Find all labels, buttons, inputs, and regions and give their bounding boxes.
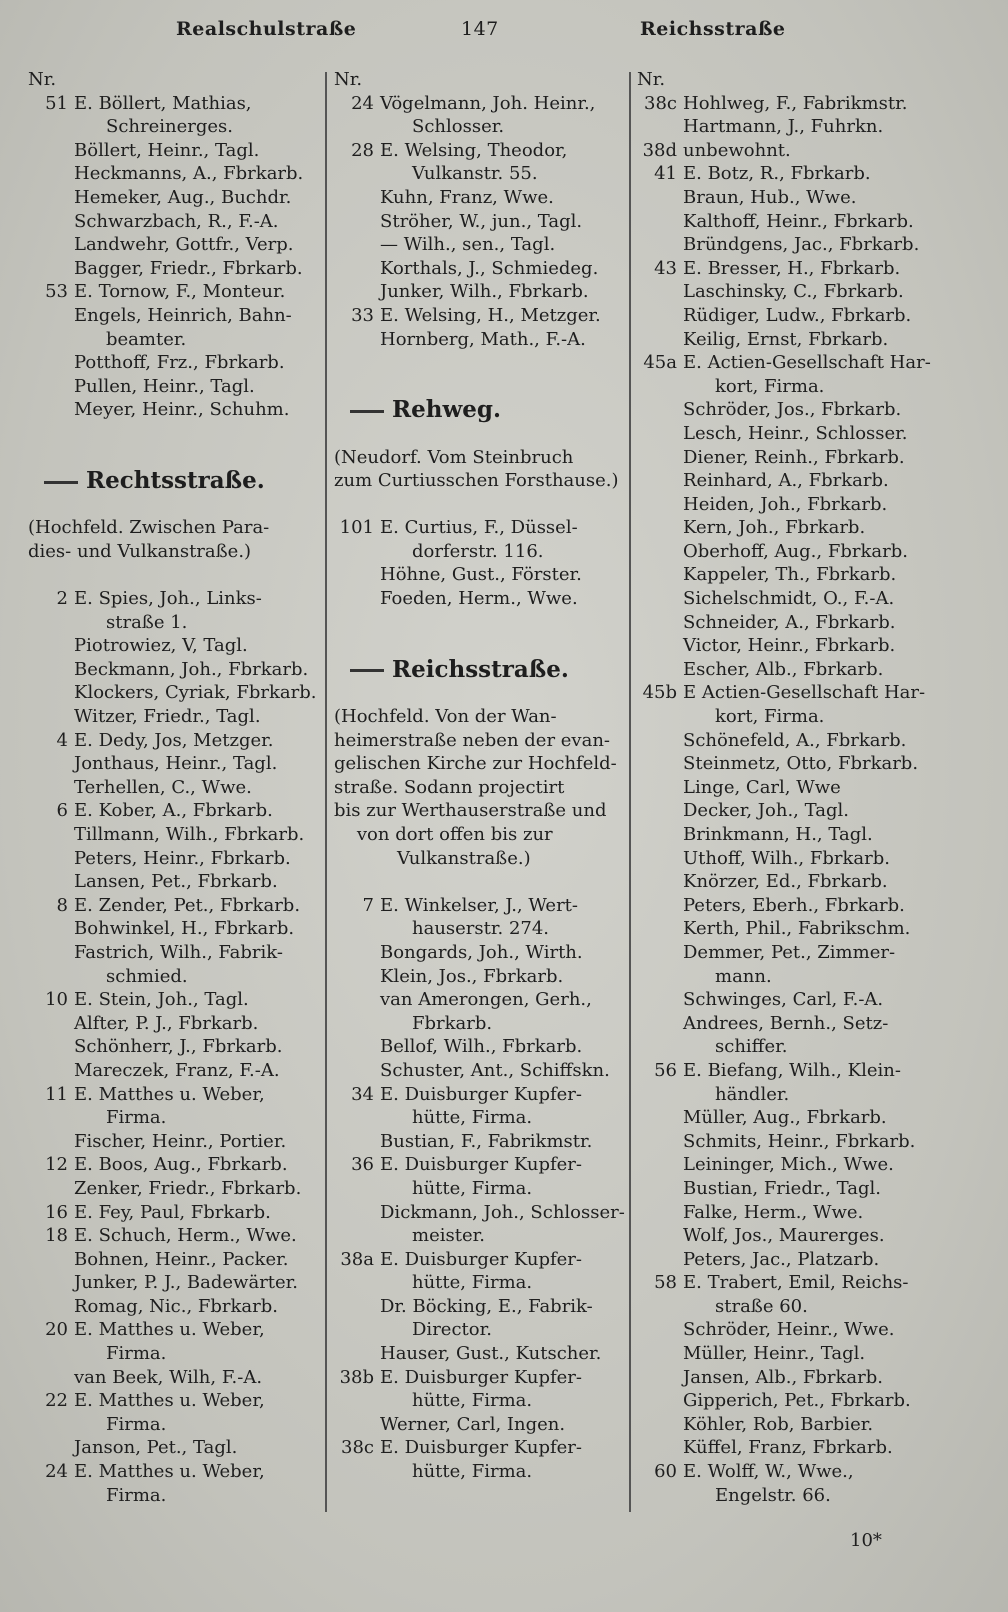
resident-text: E. Böllert, Mathias, — [74, 92, 252, 114]
column-1 — [28, 68, 320, 1507]
resident-line: Brinkmann, H., Tagl. — [683, 824, 873, 845]
resident-line: Demmer, Pet., Zimmer- — [683, 941, 896, 963]
house-number: 53 — [45, 281, 68, 303]
continuation-line: meister. — [412, 1225, 485, 1247]
resident-line: Peters, Eberh., Fbrkarb. — [683, 894, 905, 916]
resident-line: Janson, Pet., Tagl. — [74, 1437, 238, 1459]
continuation-line: mann. — [715, 965, 772, 987]
house-entry — [28, 92, 320, 116]
resident-line: Dr. Böcking, E., Fabrik- — [380, 1295, 593, 1317]
continuation-line: schmied. — [106, 965, 188, 987]
resident-line: Kern, Joh., Fbrkarb. — [683, 517, 866, 539]
column-label: Nr. — [637, 69, 666, 90]
house-entry — [28, 1153, 320, 1177]
resident-text: E. Zender, Pet., Fbrkarb. — [74, 894, 301, 916]
column-2 — [334, 68, 624, 1484]
house-number: 8 — [56, 894, 68, 916]
street-description: Vulkanstraße.) — [334, 847, 531, 869]
resident-line: Klein, Jos., Fbrkarb. — [380, 965, 564, 987]
continuation-line: Fbrkarb. — [412, 1012, 493, 1034]
resident-line: Fastrich, Wilh., Fabrik- — [74, 941, 283, 963]
house-entry — [637, 1460, 933, 1484]
house-entry — [334, 92, 624, 116]
resident-line: Hemeker, Aug., Buchdr. — [74, 186, 292, 208]
continuation-line: Engelstr. 66. — [715, 1484, 831, 1506]
resident-text: E. Wolff, W., Wwe., — [683, 1461, 854, 1483]
house-entry — [28, 280, 320, 304]
continuation-line: Firma. — [106, 1107, 167, 1129]
house-entry — [334, 1248, 624, 1272]
resident-line: Junker, Wilh., Fbrkarb. — [380, 281, 589, 303]
resident-text: E. Botz, R., Fbrkarb. — [683, 163, 871, 185]
resident-line: Keilig, Ernst, Fbrkarb. — [683, 328, 889, 350]
resident-line: Schuster, Ant., Schiffskn. — [380, 1059, 610, 1081]
street-description: dies- und Vulkanstraße.) — [28, 540, 252, 562]
resident-line: Terhellen, C., Wwe. — [74, 776, 252, 798]
house-number: 56 — [654, 1059, 677, 1081]
resident-line: Andrees, Bernh., Setz- — [683, 1012, 889, 1034]
house-entry — [637, 1059, 933, 1083]
spacer — [28, 493, 320, 517]
resident-text: E. Spies, Joh., Links- — [74, 588, 262, 610]
continuation-line: hütte, Firma. — [412, 1461, 533, 1483]
resident-line: Schröder, Heinr., Wwe. — [683, 1319, 895, 1341]
resident-line: Lansen, Pet., Fbrkarb. — [74, 871, 278, 893]
house-entry — [334, 516, 624, 540]
resident-line: Bongards, Joh., Wirth. — [380, 941, 583, 963]
house-number: 60 — [654, 1461, 677, 1483]
resident-text: E. Matthes u. Weber, — [74, 1461, 265, 1483]
house-entry — [28, 1201, 320, 1225]
street-heading: Reichsstraße. — [334, 658, 624, 682]
resident-text: E. Duisburger Kupfer- — [380, 1154, 582, 1176]
house-entry — [28, 1083, 320, 1107]
house-entry — [637, 139, 933, 163]
resident-line: Pullen, Heinr., Tagl. — [74, 375, 255, 397]
house-entry — [28, 1224, 320, 1248]
house-number: 24 — [45, 1461, 68, 1483]
street-description: straße. Sodann projectirt — [334, 776, 565, 798]
continuation-line: Schreinerges. — [106, 116, 234, 138]
resident-line: van Amerongen, Gerh., — [380, 989, 592, 1011]
spacer — [334, 611, 624, 658]
street-heading: Rechtsstraße. — [28, 469, 320, 493]
resident-text: E Actien-Gesellschaft Har- — [683, 682, 926, 704]
house-number: 20 — [45, 1319, 68, 1341]
resident-line: Landwehr, Gottfr., Verp. — [74, 234, 294, 256]
resident-line: Kerth, Phil., Fabrikschm. — [683, 918, 911, 940]
resident-text: unbewohnt. — [683, 139, 791, 161]
resident-line: Jonthaus, Heinr., Tagl. — [74, 753, 278, 775]
resident-line: Schönefeld, A., Fbrkarb. — [683, 729, 907, 751]
resident-line: Müller, Aug., Fbrkarb. — [683, 1107, 887, 1129]
resident-line: Kalthoff, Heinr., Fbrkarb. — [683, 210, 914, 232]
house-number: 41 — [654, 163, 677, 185]
house-number: 38a — [340, 1248, 374, 1270]
house-number: 38c — [341, 1437, 374, 1459]
resident-line: Jansen, Alb., Fbrkarb. — [683, 1366, 884, 1388]
resident-text: Hohlweg, F., Fabrikmstr. — [683, 92, 908, 114]
house-number: 11 — [45, 1083, 68, 1105]
house-entry — [334, 1436, 624, 1460]
resident-line: Zenker, Friedr., Fbrkarb. — [74, 1177, 302, 1199]
resident-text: E. Trabert, Emil, Reichs- — [683, 1272, 909, 1294]
street-description: gelischen Kirche zur Hochfeld- — [334, 753, 617, 775]
resident-line: Tillmann, Wilh., Fbrkarb. — [74, 824, 305, 845]
resident-line: Sichelschmidt, O., F.-A. — [683, 588, 895, 610]
spacer — [334, 351, 624, 398]
street-heading: Rehweg. — [334, 398, 624, 422]
column-rule — [325, 72, 327, 1512]
resident-line: Romag, Nic., Fbrkarb. — [74, 1295, 279, 1317]
house-number: 45a — [643, 352, 677, 374]
continuation-line: Schlosser. — [412, 116, 505, 138]
resident-line: Korthals, J., Schmiedeg. — [380, 257, 599, 279]
house-number: 28 — [351, 139, 374, 161]
resident-line: Klockers, Cyriak, Fbrkarb. — [74, 682, 317, 704]
house-entry — [334, 1366, 624, 1390]
resident-line: Reinhard, A., Fbrkarb. — [683, 470, 889, 492]
house-number: 7 — [362, 894, 374, 916]
resident-line: Victor, Heinr., Fbrkarb. — [683, 635, 896, 657]
resident-line: Meyer, Heinr., Schuhm. — [74, 399, 290, 421]
continuation-line: Director. — [412, 1319, 492, 1341]
house-number: 10 — [45, 989, 68, 1011]
resident-text: E. Tornow, F., Monteur. — [74, 281, 286, 303]
resident-line: Junker, P. J., Badewärter. — [74, 1272, 299, 1294]
house-number: 36 — [351, 1154, 374, 1176]
resident-line: Wolf, Jos., Maurerges. — [683, 1225, 885, 1247]
resident-line: Engels, Heinrich, Bahn- — [74, 304, 292, 326]
resident-text: E. Actien-Gesellschaft Har- — [683, 352, 931, 374]
house-number: 4 — [56, 729, 68, 751]
house-entry — [637, 162, 933, 186]
house-number: 38b — [339, 1366, 374, 1388]
resident-line: Peters, Heinr., Fbrkarb. — [74, 847, 291, 869]
resident-text: E. Dedy, Jos, Metzger. — [74, 729, 274, 751]
house-entry — [28, 894, 320, 918]
resident-line: Hornberg, Math., F.-A. — [380, 328, 586, 350]
continuation-line: straße 60. — [715, 1295, 808, 1317]
resident-line: Lesch, Heinr., Schlosser. — [683, 422, 908, 444]
resident-line: Laschinsky, C., Fbrkarb. — [683, 281, 904, 303]
resident-line: Gipperich, Pet., Fbrkarb. — [683, 1390, 911, 1412]
resident-text: E. Matthes u. Weber, — [74, 1319, 265, 1341]
resident-text: E. Schuch, Herm., Wwe. — [74, 1225, 297, 1247]
house-number: 58 — [654, 1272, 677, 1294]
column-label: Nr. — [334, 69, 363, 90]
continuation-line: hauserstr. 274. — [412, 918, 550, 940]
resident-line: Schwarzbach, R., F.-A. — [74, 210, 279, 232]
house-number: 2 — [56, 588, 68, 610]
house-number: 24 — [351, 92, 374, 114]
resident-text: E. Fey, Paul, Fbrkarb. — [74, 1201, 271, 1223]
house-entry — [637, 1271, 933, 1295]
resident-line: Bohwinkel, H., Fbrkarb. — [74, 918, 295, 940]
resident-line: Steinmetz, Otto, Fbrkarb. — [683, 753, 919, 775]
resident-line: Schmits, Heinr., Fbrkarb. — [683, 1130, 916, 1152]
resident-text: E. Welsing, Theodor, — [380, 139, 568, 161]
resident-line: Bellof, Wilh., Fbrkarb. — [380, 1036, 583, 1058]
resident-line: Linge, Carl, Wwe — [683, 776, 841, 798]
continuation-line: straße 1. — [106, 611, 188, 633]
continuation-line: Firma. — [106, 1484, 167, 1506]
resident-line: Alfter, P. J., Fbrkarb. — [74, 1012, 259, 1034]
continuation-line: kort, Firma. — [715, 706, 825, 728]
resident-line: Mareczek, Franz, F.-A. — [74, 1059, 280, 1081]
house-number: 18 — [45, 1225, 68, 1247]
continuation-line: schiffer. — [715, 1036, 788, 1058]
resident-line: Höhne, Gust., Förster. — [380, 564, 582, 586]
resident-text: E. Bresser, H., Fbrkarb. — [683, 257, 901, 279]
spacer — [28, 563, 320, 587]
resident-text: E. Biefang, Wilh., Klein- — [683, 1059, 901, 1081]
house-number: 22 — [45, 1390, 68, 1412]
spacer — [334, 870, 624, 894]
continuation-line: kort, Firma. — [715, 375, 825, 397]
house-entry — [28, 799, 320, 823]
resident-line: Schwinges, Carl, F.-A. — [683, 989, 884, 1011]
resident-line: Diener, Reinh., Fbrkarb. — [683, 446, 905, 468]
house-entry — [28, 587, 320, 611]
column-rule — [629, 72, 631, 1512]
street-description: von dort offen bis zur — [334, 824, 553, 845]
page-number: 147 — [461, 18, 499, 40]
resident-line: Braun, Hub., Wwe. — [683, 186, 857, 208]
continuation-line: Vulkanstr. 55. — [412, 163, 538, 185]
resident-line: Piotrowiez, V, Tagl. — [74, 635, 248, 657]
house-entry — [28, 1460, 320, 1484]
house-entry — [28, 729, 320, 753]
resident-line: Schröder, Jos., Fbrkarb. — [683, 399, 902, 421]
resident-line: Bustian, Friedr., Tagl. — [683, 1177, 881, 1199]
street-description: bis zur Werthauserstraße und — [334, 800, 607, 822]
resident-line: Oberhoff, Aug., Fbrkarb. — [683, 540, 908, 562]
resident-line: — Wilh., sen., Tagl. — [380, 234, 556, 256]
resident-text: E. Duisburger Kupfer- — [380, 1437, 582, 1459]
resident-line: Foeden, Herm., Wwe. — [380, 588, 578, 610]
resident-line: Rüdiger, Ludw., Fbrkarb. — [683, 304, 912, 326]
resident-line: Schneider, A., Fbrkarb. — [683, 611, 896, 633]
spacer — [334, 422, 624, 446]
house-entry — [334, 1153, 624, 1177]
resident-line: Küffel, Franz, Fbrkarb. — [683, 1437, 893, 1459]
house-number: 34 — [351, 1083, 374, 1105]
resident-line: Bründgens, Jac., Fbrkarb. — [683, 234, 920, 256]
resident-text: E. Duisburger Kupfer- — [380, 1083, 582, 1105]
resident-line: van Beek, Wilh, F.-A. — [74, 1366, 263, 1388]
resident-line: Dickmann, Joh., Schlosser- — [380, 1201, 625, 1223]
resident-line: Fischer, Heinr., Portier. — [74, 1130, 287, 1152]
house-entry — [28, 1389, 320, 1413]
house-entry — [334, 1083, 624, 1107]
resident-text: E. Duisburger Kupfer- — [380, 1248, 582, 1270]
resident-line: Peters, Jac., Platzarb. — [683, 1248, 880, 1270]
resident-text: E. Matthes u. Weber, — [74, 1390, 265, 1412]
continuation-line: hütte, Firma. — [412, 1177, 533, 1199]
resident-line: Leininger, Mich., Wwe. — [683, 1154, 894, 1176]
resident-line: Heiden, Joh., Fbrkarb. — [683, 493, 888, 515]
running-head-left: Realschulstraße — [176, 18, 357, 40]
resident-line: Kuhn, Franz, Wwe. — [380, 186, 554, 208]
house-entry — [637, 351, 933, 375]
street-description: heimerstraße neben der evan- — [334, 729, 610, 751]
resident-line: Escher, Alb., Fbrkarb. — [683, 658, 884, 680]
resident-line: Kappeler, Th., Fbrkarb. — [683, 564, 897, 586]
resident-line: Falke, Herm., Wwe. — [683, 1201, 864, 1223]
resident-text: E. Matthes u. Weber, — [74, 1083, 265, 1105]
resident-line: Bustian, F., Fabrikmstr. — [380, 1130, 593, 1152]
resident-line: Bagger, Friedr., Fbrkarb. — [74, 257, 303, 279]
spacer — [28, 422, 320, 469]
house-number: 45b — [642, 682, 677, 704]
resident-text: E. Boos, Aug., Fbrkarb. — [74, 1154, 288, 1176]
resident-text: E. Kober, A., Fbrkarb. — [74, 800, 273, 822]
resident-line: Uthoff, Wilh., Fbrkarb. — [683, 847, 890, 869]
resident-text: Vögelmann, Joh. Heinr., — [380, 92, 596, 114]
column-3 — [637, 68, 933, 1507]
resident-line: Potthoff, Frz., Fbrkarb. — [74, 352, 285, 374]
resident-line: Knörzer, Ed., Fbrkarb. — [683, 871, 888, 893]
resident-line: Böllert, Heinr., Tagl. — [74, 139, 260, 161]
resident-line: Werner, Carl, Ingen. — [380, 1413, 566, 1435]
spacer — [334, 681, 624, 705]
continuation-line: Firma. — [106, 1343, 167, 1365]
street-description: (Hochfeld. Von der Wan- — [334, 706, 557, 728]
house-entry — [28, 1318, 320, 1342]
house-number: 16 — [45, 1201, 68, 1223]
house-entry — [334, 139, 624, 163]
continuation-line: beamter. — [106, 328, 187, 350]
house-number: 6 — [56, 800, 68, 822]
resident-text: E. Curtius, F., Düssel- — [380, 517, 578, 539]
resident-line: Bohnen, Heinr., Packer. — [74, 1248, 289, 1270]
house-number: 43 — [654, 257, 677, 279]
street-description: (Hochfeld. Zwischen Para- — [28, 517, 270, 539]
house-entry — [334, 304, 624, 328]
house-entry — [28, 988, 320, 1012]
house-entry — [637, 681, 933, 705]
house-entry — [637, 257, 933, 281]
house-number: 51 — [45, 92, 68, 114]
resident-line: Hauser, Gust., Kutscher. — [380, 1343, 602, 1365]
house-number: 101 — [339, 517, 374, 539]
resident-text: E. Stein, Joh., Tagl. — [74, 989, 249, 1011]
continuation-line: hütte, Firma. — [412, 1390, 533, 1412]
continuation-line: händler. — [715, 1083, 790, 1105]
house-number: 12 — [45, 1154, 68, 1176]
signature-mark: 10* — [850, 1530, 882, 1551]
house-number: 38d — [642, 139, 677, 161]
resident-line: Schönherr, J., Fbrkarb. — [74, 1036, 283, 1058]
resident-text: E. Winkelser, J., Wert- — [380, 894, 578, 916]
resident-line: Hartmann, J., Fuhrkn. — [683, 116, 884, 138]
resident-line: Müller, Heinr., Tagl. — [683, 1343, 866, 1365]
house-entry — [334, 894, 624, 918]
house-number: 38c — [644, 92, 677, 114]
resident-line: Köhler, Rob, Barbier. — [683, 1413, 874, 1435]
street-description: zum Curtiusschen Forsthause.) — [334, 470, 619, 492]
running-head-right: Reichsstraße — [640, 18, 786, 40]
resident-line: Witzer, Friedr., Tagl. — [74, 706, 261, 728]
resident-line: Heckmanns, A., Fbrkarb. — [74, 163, 304, 185]
resident-line: Ströher, W., jun., Tagl. — [380, 210, 583, 232]
spacer — [334, 493, 624, 517]
continuation-line: hütte, Firma. — [412, 1107, 533, 1129]
resident-text: E. Welsing, H., Metzger. — [380, 304, 601, 326]
continuation-line: Firma. — [106, 1413, 167, 1435]
continuation-line: dorferstr. 116. — [412, 540, 544, 562]
resident-line: Decker, Joh., Tagl. — [683, 800, 849, 822]
resident-text: E. Duisburger Kupfer- — [380, 1366, 582, 1388]
street-description: (Neudorf. Vom Steinbruch — [334, 446, 574, 468]
column-label: Nr. — [28, 69, 57, 90]
house-entry — [637, 92, 933, 116]
house-number: 33 — [351, 304, 374, 326]
resident-line: Beckmann, Joh., Fbrkarb. — [74, 658, 309, 680]
continuation-line: hütte, Firma. — [412, 1272, 533, 1294]
